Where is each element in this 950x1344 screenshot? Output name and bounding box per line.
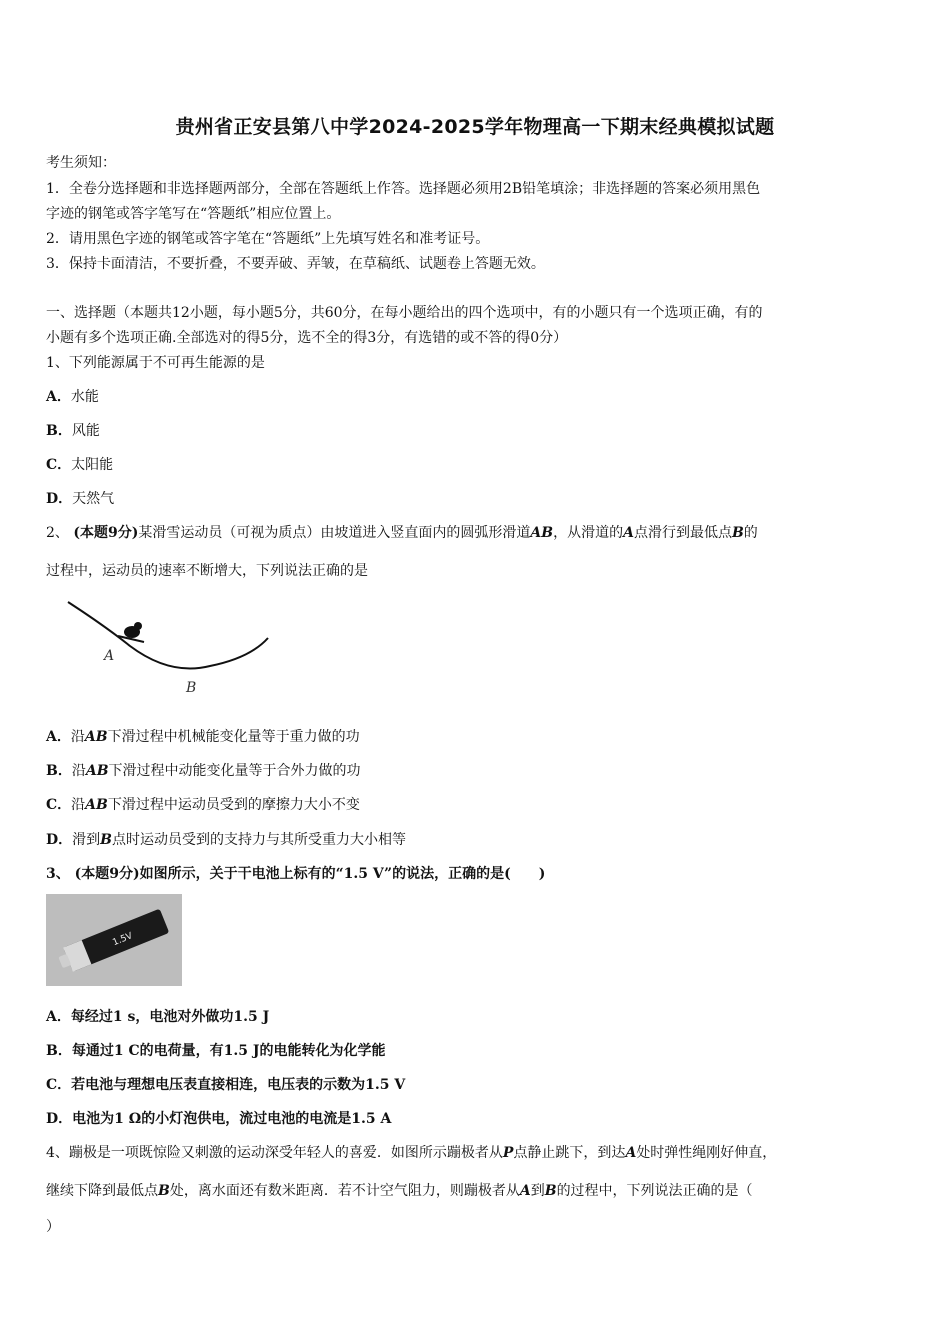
option-text: 下滑过程中动能变化量等于合外力做的功 xyxy=(108,763,361,779)
option-letter: A． xyxy=(46,389,71,405)
stem-text: 处，离水面还有数米距离．若不计空气阻力，则蹦极者从 xyxy=(169,1183,520,1199)
option-letter: D． xyxy=(46,1111,73,1127)
question-2-stem xyxy=(46,522,758,542)
option-text: 滑到 xyxy=(72,832,101,848)
question-number: 2、 xyxy=(46,525,69,541)
battery-photo xyxy=(46,894,182,986)
var-b: B xyxy=(544,1183,557,1199)
option-letter: B． xyxy=(46,1043,72,1059)
option-letter: D． xyxy=(46,832,73,848)
notice-item: 2．请用黑色字迹的钢笔或答字笔在“答题纸”上先填写姓名和准考证号。 xyxy=(46,231,490,247)
option-text: 沿 xyxy=(70,729,85,745)
option-var: B xyxy=(100,832,112,848)
score-note: (本题9分) xyxy=(73,525,139,541)
var-a: A xyxy=(623,525,634,541)
page-title: 贵州省正安县第八中学2024-2025学年物理高一下期末经典模拟试题 xyxy=(175,116,775,138)
option-text: 电池为1 Ω的小灯泡供电，流过电池的电流是1.5 A xyxy=(72,1111,392,1127)
q1-option-c xyxy=(46,454,113,474)
notice-item: 字迹的钢笔或答字笔写在“答题纸”相应位置上。 xyxy=(46,206,341,222)
option-text: 天然气 xyxy=(72,491,115,507)
question-4-stem xyxy=(46,1142,776,1162)
stem-text: 到 xyxy=(530,1183,545,1199)
q2-option-b xyxy=(46,760,361,780)
stem-text: 点静止跳下，到达 xyxy=(513,1145,626,1161)
q1-option-a xyxy=(46,386,99,406)
question-3-stem xyxy=(46,863,545,883)
ski-slope-figure xyxy=(60,596,280,698)
notice-item: 1．全卷分选择题和非选择题两部分，全部在答题纸上作答。选择题必须用2B铅笔填涂；非选择题的答案必须用黑色 xyxy=(46,181,761,197)
var-b: B xyxy=(158,1183,170,1199)
stem-text: (本题9分)如图所示，关于干电池上标有的“1.5 V”的说法，正确的是( ) xyxy=(74,866,546,882)
option-var: AB xyxy=(85,797,108,813)
stem-text: ，从滑道的 xyxy=(553,525,624,541)
q3-option-b xyxy=(46,1040,385,1060)
option-letter: C． xyxy=(46,1077,72,1093)
q1-option-b xyxy=(46,420,100,440)
question-4-stem-cont xyxy=(46,1180,753,1200)
notice-heading: 考生须知： xyxy=(46,155,116,171)
option-letter: D． xyxy=(46,491,73,507)
q3-option-a xyxy=(46,1006,269,1026)
stem-text: 点滑行到最低点 xyxy=(633,525,732,541)
question-4-stem-end: ） xyxy=(46,1219,60,1235)
q1-option-d xyxy=(46,488,114,508)
var-b: B xyxy=(731,525,744,541)
option-letter: A． xyxy=(46,729,71,745)
stem-text: 的 xyxy=(743,525,758,541)
section-heading-cont: 小题有多个选项正确.全部选对的得5分，选不全的得3分，有选错的或不答的得0分） xyxy=(46,330,568,346)
option-text: 每经过1 s，电池对外做功1.5 J xyxy=(70,1009,270,1025)
q3-option-c xyxy=(46,1074,405,1094)
stem-text: 的过程中，下列说法正确的是（ xyxy=(556,1183,753,1199)
stem-text: 4、蹦极是一项既惊险又刺激的运动深受年轻人的喜爱．如图所示蹦极者从 xyxy=(46,1145,503,1161)
notice-item: 3．保持卡面清洁，不要折叠，不要弄破、弄皱，在草稿纸、试题卷上答题无效。 xyxy=(46,256,545,272)
option-text: 下滑过程中机械能变化量等于重力做的功 xyxy=(107,729,360,745)
option-var: AB xyxy=(84,729,108,745)
section-heading: 一、选择题（本题共12小题，每小题5分，共60分，在每小题给出的四个选项中，有的小题只有一个选项正确，有的 xyxy=(46,305,763,321)
option-text: 太阳能 xyxy=(71,457,114,473)
option-letter: A． xyxy=(46,1009,71,1025)
slope-curve xyxy=(68,602,268,669)
q2-option-d xyxy=(46,829,406,849)
fig-label-b: B xyxy=(186,680,197,696)
option-text: 每通过1 C的电荷量，有1.5 J的电能转化为化学能 xyxy=(71,1043,386,1059)
var-a: A xyxy=(625,1145,637,1161)
question-2-stem-cont: 过程中，运动员的速率不断增大，下列说法正确的是 xyxy=(46,563,368,579)
q3-option-d xyxy=(46,1108,391,1128)
option-var: AB xyxy=(85,763,109,779)
option-text: 下滑过程中运动员受到的摩擦力大小不变 xyxy=(107,797,360,813)
var-p: P xyxy=(502,1145,514,1161)
option-text: 若电池与理想电压表直接相连，电压表的示数为1.5 V xyxy=(71,1077,406,1093)
battery-label: 1.5V xyxy=(111,931,135,949)
option-text: 风能 xyxy=(71,423,100,439)
option-letter: B． xyxy=(46,763,72,779)
question-number: 3、 xyxy=(46,866,70,882)
q2-option-c xyxy=(46,794,360,814)
fig-label-a: A xyxy=(104,648,115,664)
option-letter: B． xyxy=(46,423,72,439)
option-text: 水能 xyxy=(70,389,99,405)
stem-text: 某滑雪运动员（可视为质点）由坡道进入竖直面内的圆弧形滑道 xyxy=(138,525,531,541)
question-1-stem: 1、下列能源属于不可再生能源的是 xyxy=(46,355,265,371)
option-letter: C． xyxy=(46,457,72,473)
stem-text: 处时弹性绳刚好伸直， xyxy=(636,1145,777,1161)
option-letter: C． xyxy=(46,797,72,813)
stem-text: 继续下降到最低点 xyxy=(46,1183,158,1199)
var-a: A xyxy=(519,1183,531,1199)
option-text: 沿 xyxy=(71,763,86,779)
option-text: 点时运动员受到的支持力与其所受重力大小相等 xyxy=(111,832,406,848)
q2-option-a xyxy=(46,726,360,746)
option-text: 沿 xyxy=(71,797,86,813)
var-ab: AB xyxy=(530,525,554,541)
